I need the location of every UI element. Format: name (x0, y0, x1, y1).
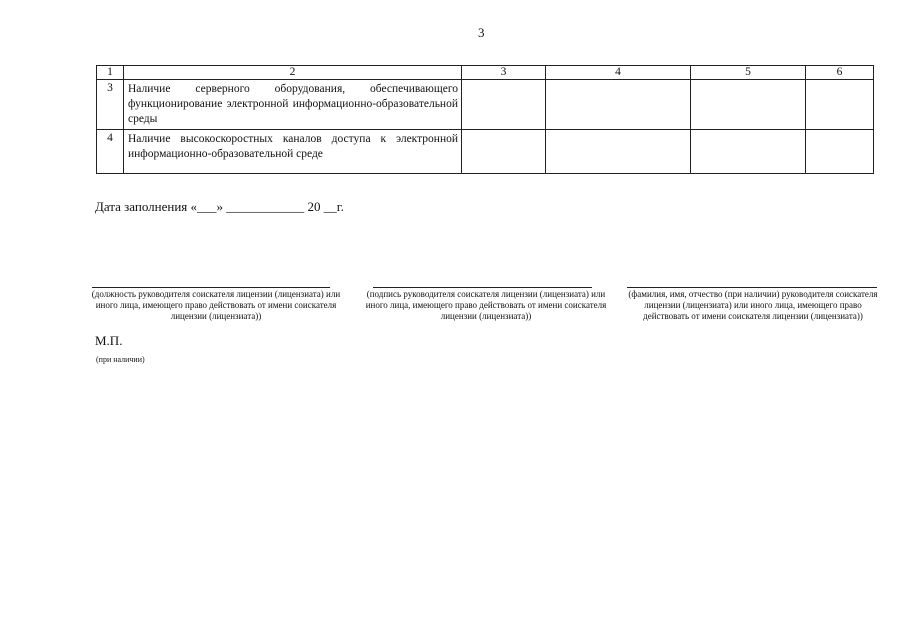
column-header: 6 (806, 66, 874, 80)
page-number: 3 (478, 25, 485, 40)
table-cell (546, 80, 691, 130)
table-header-row (97, 66, 874, 80)
signature-line-name (627, 287, 877, 288)
signature-caption-name: (фамилия, имя, отчество (при наличии) руководителя соискателя лицензии (лицензиата) или иного лица, имеющего право действовать от имени соискателя лицензии (лицензиата)) (628, 289, 878, 321)
table-cell (546, 130, 691, 174)
row-number: 4 (97, 130, 124, 174)
data-table (96, 65, 874, 174)
signature-caption-position: (должность руководителя соискателя лицензии (лицензиата) или иного лица, имеющего право действовать от имени соискателя лицензии (лицензиата)) (91, 289, 341, 321)
signature-caption-sign: (подпись руководителя соискателя лицензии (лицензиата) или иного лица, имеющего право действовать от имени соискателя лицензии (лицензиата)) (365, 289, 607, 321)
table-cell (806, 130, 874, 174)
row-number: 3 (97, 80, 124, 130)
column-header: 4 (546, 66, 691, 80)
column-header: 2 (124, 66, 462, 80)
column-header: 5 (691, 66, 806, 80)
table-cell (691, 130, 806, 174)
table-cell (691, 80, 806, 130)
table-cell (806, 80, 874, 130)
column-header: 1 (97, 66, 124, 80)
table-cell (462, 130, 546, 174)
signature-line-position (92, 287, 330, 288)
row-description: Наличие серверного оборудования, обеспечивающего функционирование электронной информационно-образовательной среды (124, 80, 462, 130)
stamp-label: М.П. (95, 333, 123, 348)
table-row (97, 80, 874, 130)
column-header: 3 (462, 66, 546, 80)
fill-date-line: Дата заполнения «___» ____________ 20 __г. (95, 199, 344, 214)
row-description: Наличие высокоскоростных каналов доступа к электронной информационно-образовательной среде (124, 130, 462, 174)
table-row (97, 130, 874, 174)
table-cell (462, 80, 546, 130)
signature-line-sign (373, 287, 592, 288)
stamp-note: (при наличии) (96, 355, 145, 364)
